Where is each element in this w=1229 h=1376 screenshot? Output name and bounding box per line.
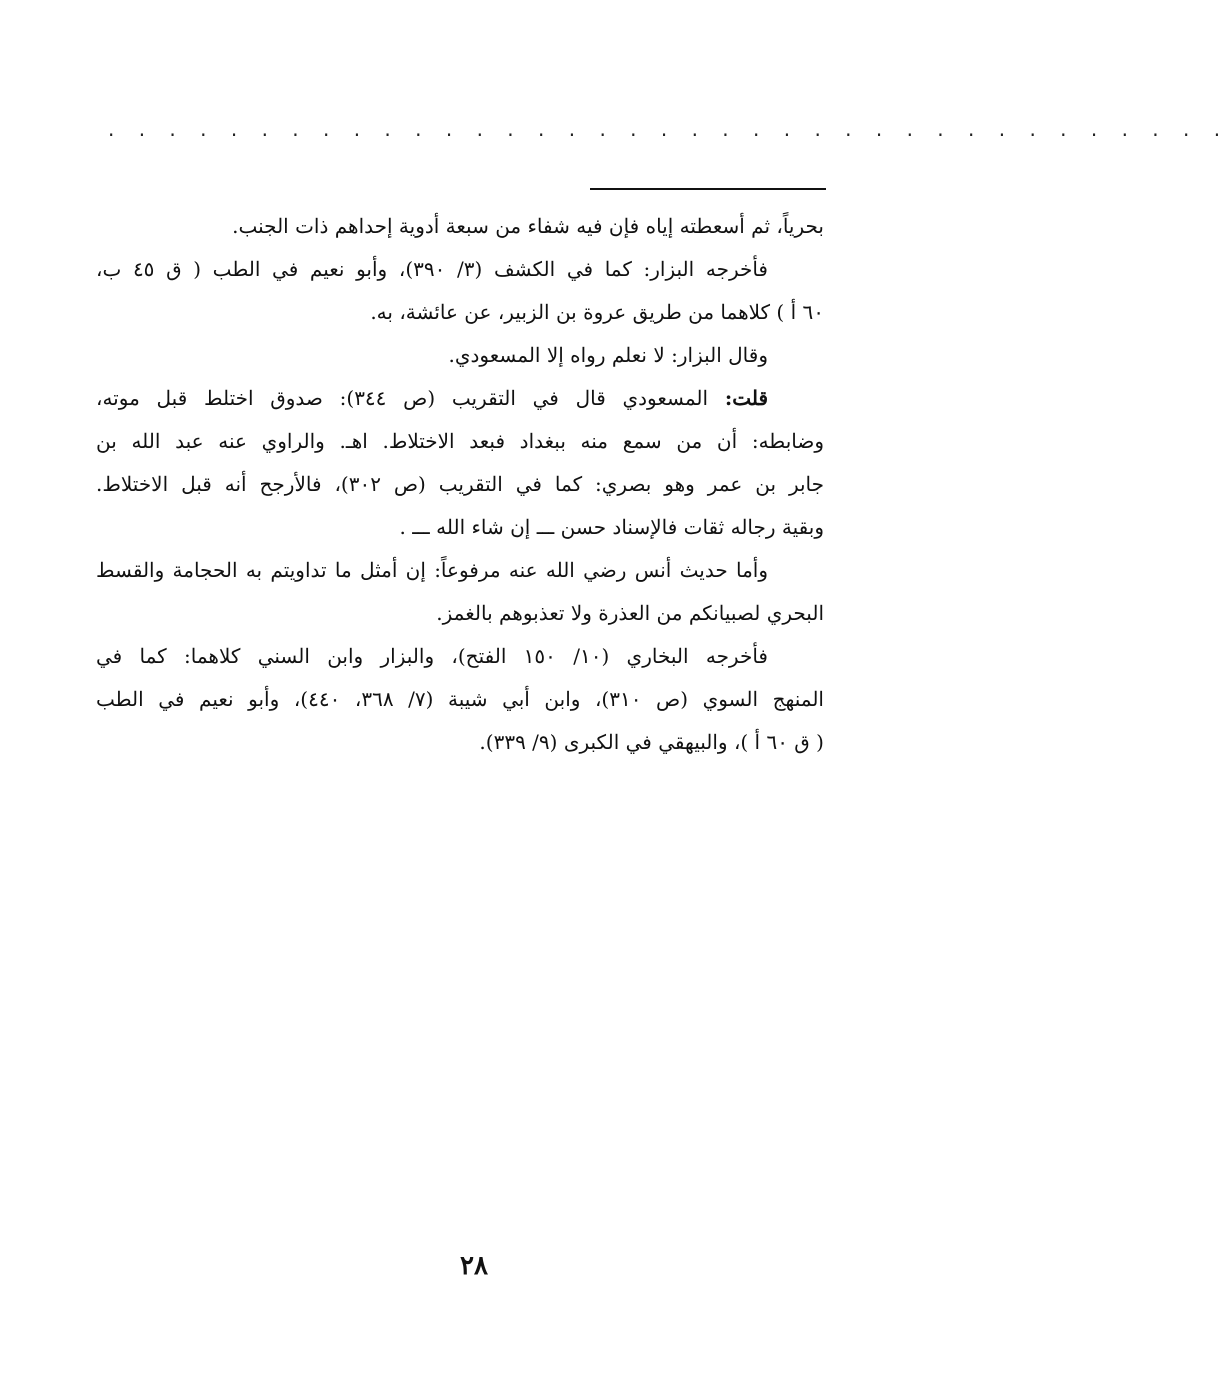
text-line: وقال البزار: لا نعلم رواه إلا المسعودي. <box>448 343 768 367</box>
text-line: وأما حديث أنس رضي الله عنه مرفوعاً: إن أمثل ما تداويتم به الحجامة والقسط <box>96 558 768 582</box>
footnote-rule <box>590 188 826 190</box>
text-line: فأخرجه البزار: كما في الكشف (٣/ ٣٩٠)، وأبو نعيم في الطب ( ق ٤٥ ب، <box>96 257 768 281</box>
text-line: ٦٠ أ ) كلاهما من طريق عروة بن الزبير، عن عائشة، به. <box>370 300 824 324</box>
text-line: وضابطه: أن من سمع منه ببغداد فبعد الاختلاط. اهـ. والراوي عنه عبد الله بن <box>96 429 824 453</box>
text-line: جابر بن عمر وهو بصري: كما في التقريب (ص ٣٠٢)، فالأرجح أنه قبل الاختلاط. <box>96 472 825 496</box>
page-number: ٢٨ <box>460 1251 488 1281</box>
text-line <box>96 377 824 420</box>
footnote-text <box>96 205 824 764</box>
lead-word: قلت: <box>724 386 769 410</box>
text-line: البحري لصبيانكم من العذرة ولا تعذبوهم بالغمز. <box>436 601 824 625</box>
text-line: وبقية رجاله ثقات فالإسناد حسن ـــ إن شاء الله ـــ . <box>399 515 824 539</box>
separator-dots: · · · · · · · · · · · · · · · · · · · · · · · · · · · · · · · · · · · · · <box>108 123 1229 147</box>
text-line: فأخرجه البخاري (١٠/ ١٥٠ الفتح)، والبزار وابن السني كلاهما: كما في <box>96 644 768 668</box>
text-line: ( ق ٦٠ أ )، والبيهقي في الكبرى (٩/ ٣٣٩). <box>479 730 824 754</box>
line-body: المسعودي قال في التقريب (ص ٣٤٤): صدوق اختلط قبل موته، <box>96 386 725 410</box>
text-line: المنهج السوي (ص ٣١٠)، وابن أبي شيبة (٧/ ٣٦٨، ٤٤٠)، وأبو نعيم في الطب <box>96 687 824 711</box>
text-line: بحرياً، ثم أسعطته إياه فإن فيه شفاء من سبعة أدوية إحداهم ذات الجنب. <box>232 214 824 238</box>
